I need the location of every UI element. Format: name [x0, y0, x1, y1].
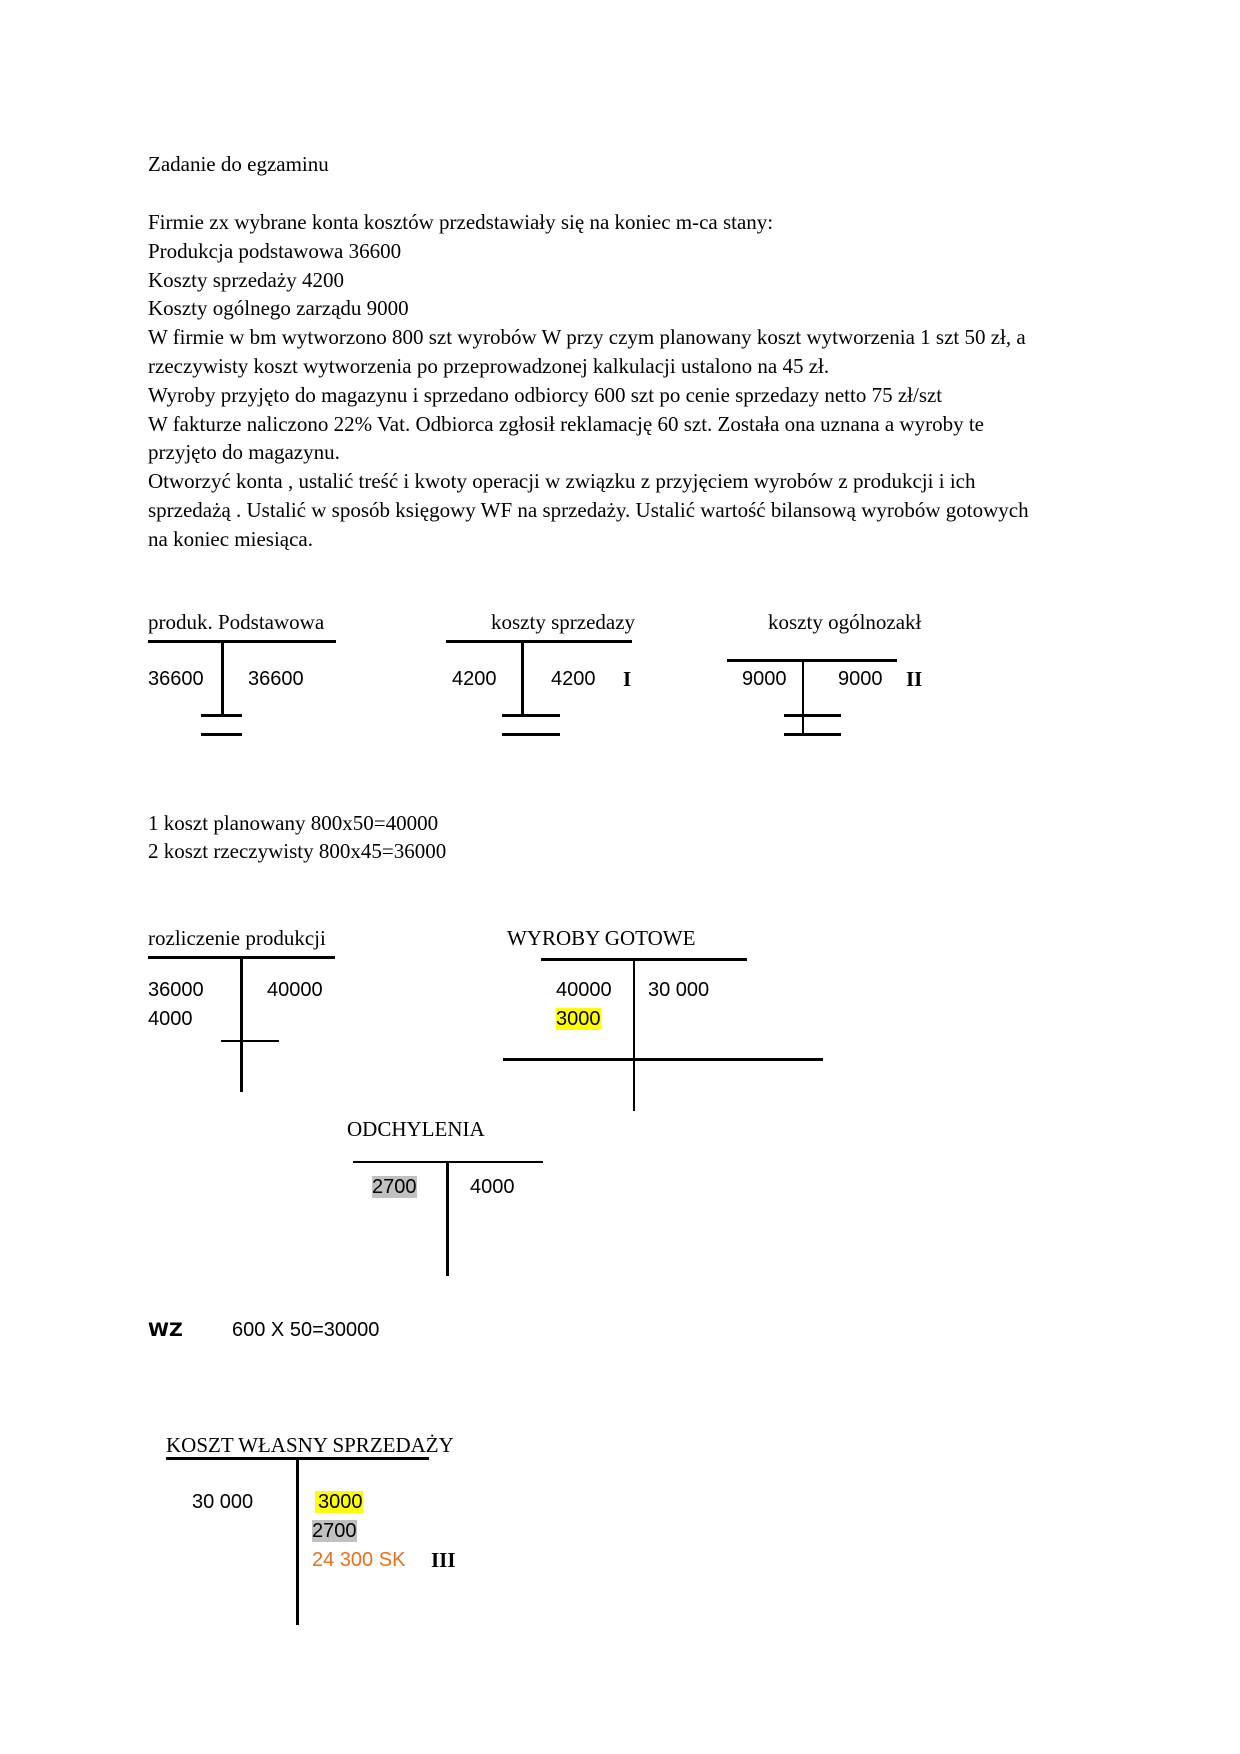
- debit-value: 9000: [742, 668, 787, 690]
- account-top-line: [727, 659, 897, 662]
- account-title: produk. Podstawowa: [148, 610, 325, 634]
- paragraph-line: Otworzyć konta , ustalić treść i kwoty operacji w związku z przyjęciem wyrobów z produkcji i ich: [148, 469, 976, 494]
- credit-value: 36600: [248, 668, 304, 690]
- account-divider: [296, 1457, 299, 1625]
- debit-value-highlighted: 3000: [556, 1008, 601, 1030]
- paragraph-line: sprzedażą . Ustalić w sposób księgowy WF na sprzedaży. Ustalić wartość bilansową wyrobów gotowych: [148, 497, 1029, 522]
- closing-line: [502, 733, 560, 736]
- closing-balance: 24 300 SK: [312, 1549, 406, 1571]
- closing-line: [201, 714, 242, 717]
- debit-value: 30 000: [192, 1491, 254, 1513]
- credit-value-highlighted: 3000: [315, 1491, 363, 1513]
- closing-line: [503, 1058, 823, 1061]
- paragraph-line: na koniec miesiąca.: [148, 526, 314, 551]
- account-title: koszty sprzedazy: [491, 610, 636, 634]
- closing-line: [201, 733, 242, 736]
- account-title: WYROBY GOTOWE: [507, 926, 696, 950]
- debit-value: 4200: [452, 668, 497, 690]
- paragraph-line: Koszty sprzedaży 4200: [148, 267, 344, 292]
- account-title: rozliczenie produkcji: [148, 926, 326, 950]
- account-top-line: [541, 958, 747, 961]
- account-title: KOSZT WŁASNY SPRZEDAŻY: [166, 1433, 454, 1457]
- debit-value: 4000: [148, 1008, 193, 1030]
- operation-mark: II: [906, 667, 923, 691]
- closing-line: [502, 714, 560, 717]
- account-divider: [240, 956, 243, 1092]
- document-title: Zadanie do egzaminu: [148, 152, 329, 176]
- account-title: ODCHYLENIA: [347, 1117, 485, 1141]
- debit-value-highlighted: 2700: [372, 1176, 417, 1198]
- account-divider: [221, 640, 224, 715]
- closing-line: [784, 733, 841, 736]
- closing-line: [221, 1040, 279, 1042]
- paragraph-line: Koszty ogólnego zarządu 9000: [148, 296, 409, 321]
- paragraph-line: W firmie w bm wytworzono 800 szt wyrobów W przy czym planowany koszt wytworzenia 1 szt 50 zł, a: [148, 325, 1026, 350]
- credit-value: 4000: [470, 1176, 515, 1198]
- paragraph-line: Produkcja podstawowa 36600: [148, 238, 402, 263]
- account-top-line: [446, 640, 632, 643]
- account-divider: [446, 1161, 449, 1276]
- paragraph-line: przyjęto do magazynu.: [148, 440, 340, 465]
- account-divider: [521, 640, 524, 715]
- paragraph-line: W fakturze naliczono 22% Vat. Odbiorca zgłosił reklamację 60 szt. Została ona uznana a wyroby te: [148, 411, 985, 436]
- account-divider: [633, 958, 635, 1111]
- operation-mark: III: [431, 1548, 456, 1572]
- credit-value: 30 000: [648, 979, 710, 1001]
- account-title: koszty ogólnozakł: [768, 610, 922, 634]
- calc-line: 1 koszt planowany 800x50=40000: [148, 811, 439, 835]
- closing-line: [784, 714, 841, 717]
- task-paragraph: [148, 208, 1218, 554]
- paragraph-line: rzeczywisty koszt wytworzenia po przeprowadzonej kalkulacji ustalono na 45 zł.: [148, 353, 830, 378]
- credit-value: 4200: [551, 668, 596, 690]
- calc-line: 2 koszt rzeczywisty 800x45=36000: [148, 839, 447, 863]
- credit-value-highlighted: 2700: [312, 1520, 357, 1542]
- wz-label: WZ: [148, 1319, 183, 1341]
- credit-value: 9000: [838, 668, 883, 690]
- paragraph-line: Firmie zx wybrane konta kosztów przedstawiały się na koniec m-ca stany:: [148, 210, 774, 234]
- credit-value: 40000: [267, 979, 323, 1001]
- account-divider: [802, 659, 804, 735]
- debit-value: 40000: [556, 979, 612, 1001]
- operation-mark: I: [623, 667, 632, 691]
- account-top-line: [148, 640, 336, 643]
- paragraph-line: Wyroby przyjęto do magazynu i sprzedano odbiorcy 600 szt po cenie sprzedazy netto 75 zł/szt: [148, 382, 943, 407]
- debit-value: 36000: [148, 979, 204, 1001]
- wz-formula: 600 X 50=30000: [232, 1319, 380, 1341]
- debit-value: 36600: [148, 668, 204, 690]
